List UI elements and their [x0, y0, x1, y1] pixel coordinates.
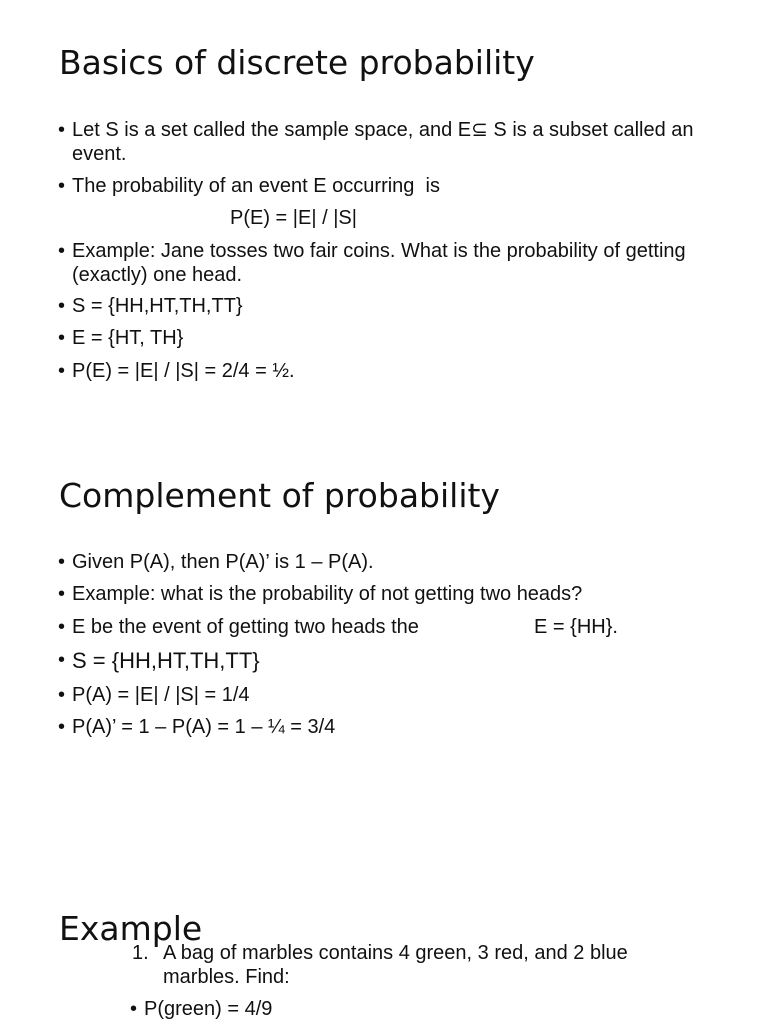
bullet-text: E be the event of getting two heads the	[72, 616, 419, 638]
bullet-icon: •	[58, 551, 66, 573]
bullet-icon: •	[130, 998, 138, 1020]
page-title-complement: Complement of probability	[59, 476, 500, 515]
bullet-icon: •	[58, 175, 66, 197]
bullet-text: P(A) = |E| / |S| = 1/4	[72, 684, 250, 706]
bullet-icon: •	[58, 119, 66, 141]
bullet-icon: •	[58, 649, 66, 671]
bullet-icon: •	[58, 716, 66, 738]
bullet-text-continued: event.	[72, 143, 127, 165]
bullet-icon: •	[58, 240, 66, 262]
event-set: E = {HH}.	[534, 616, 618, 638]
bullet-text: E = {HT, TH}	[72, 327, 184, 349]
bullet-text: P(green) = 4/9	[144, 998, 273, 1020]
bullet-text-continued: (exactly) one head.	[72, 264, 243, 286]
item-text: A bag of marbles contains 4 green, 3 red, and 2 blue	[163, 942, 628, 964]
item-text-continued: marbles. Find:	[163, 966, 290, 988]
page-title-example: Example	[59, 909, 203, 948]
numbered-item	[132, 941, 752, 997]
bullet-text: Example: Jane tosses two fair coins. What is the probability of getting	[72, 240, 686, 262]
page-title-basics: Basics of discrete probability	[59, 43, 535, 82]
bullet-icon: •	[58, 360, 66, 382]
bullet-text: Given P(A), then P(A)’ is 1 – P(A).	[72, 551, 374, 573]
bullet-icon: •	[58, 684, 66, 706]
item-number: 1.	[132, 942, 149, 964]
bullet-text: S = {HH,HT,TH,TT}	[72, 295, 243, 317]
bullet-icon: •	[58, 616, 66, 638]
bullet-text: The probability of an event E occurring is	[72, 175, 440, 197]
bullet-icon: •	[58, 327, 66, 349]
bullet-text: S = {HH,HT,TH,TT}	[72, 648, 260, 673]
bullet-text: P(A)’ = 1 – P(A) = 1 – ¼ = 3/4	[72, 716, 336, 738]
bullet-text: P(E) = |E| / |S| = 2/4 = ½.	[72, 360, 295, 382]
bullet-icon: •	[58, 583, 66, 605]
probability-formula: P(E) = |E| / |S|	[230, 207, 357, 229]
bullet-text: Example: what is the probability of not getting two heads?	[72, 583, 583, 605]
bullet-text: Let S is a set called the sample space, and E⊆ S is a subset called an	[72, 119, 694, 141]
bullet-icon: •	[58, 295, 66, 317]
